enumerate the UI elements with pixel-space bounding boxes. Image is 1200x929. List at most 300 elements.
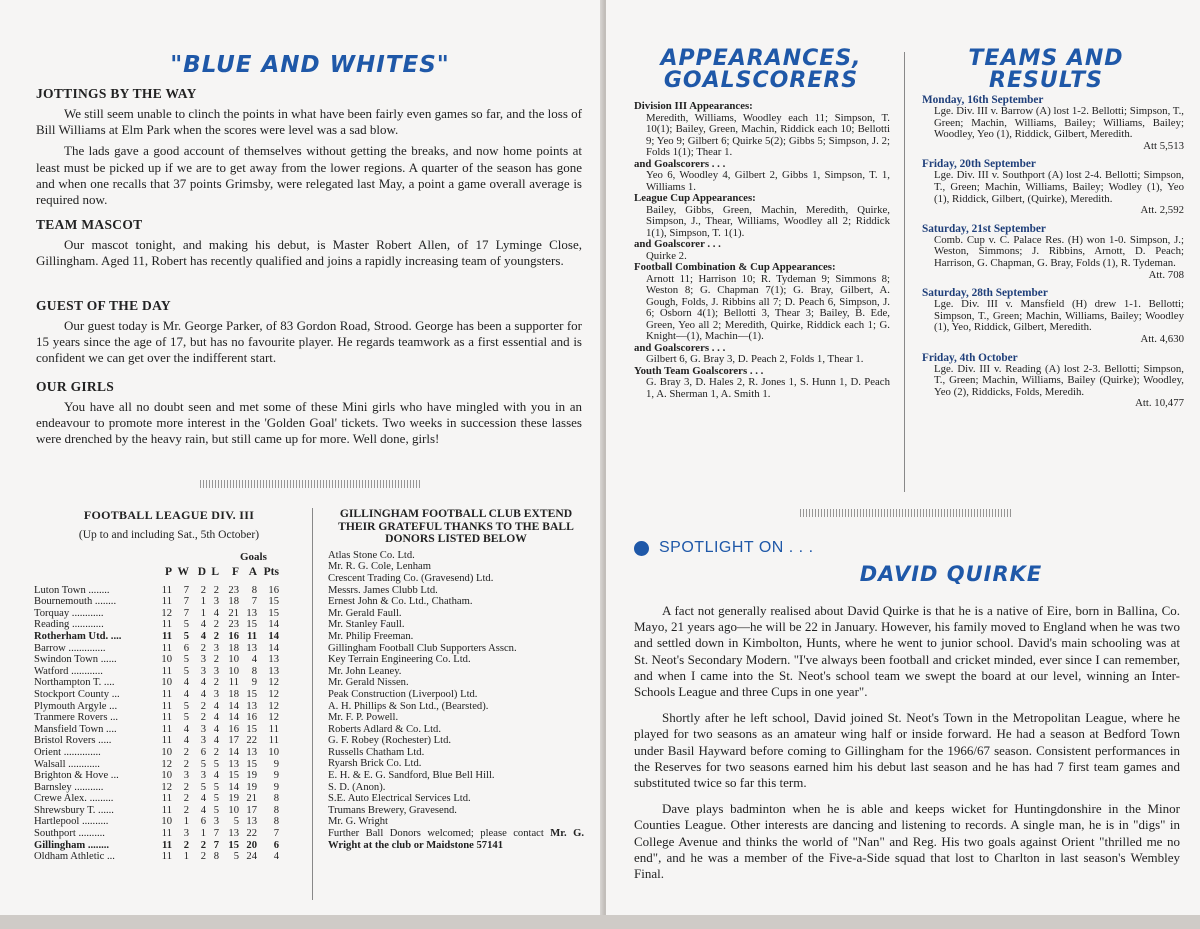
appearances-heading: and Goalscorers . . .: [634, 341, 726, 354]
stat-cell: 14: [268, 642, 279, 654]
donors-heading: GILLINGHAM FOOTBALL CLUB EXTEND THEIR GRATEFUL THANKS TO THE BALL DONORS LISTED BELOW: [338, 507, 574, 546]
stat-cell: 2: [183, 793, 189, 805]
league-row: [34, 608, 279, 620]
result-lineup: Lge. Div. III v. Reading (A) lost 2-3. Bellotti; Simpson, T., Green; Machin, Williams, Bailey (Quirke); Woodley, Yeo (2), Riddicks, Folds, Meredih.: [934, 362, 1184, 398]
stat-cell: 14: [268, 619, 279, 631]
team-name: Bournemouth ........: [34, 596, 117, 608]
team-name: Bristol Rovers .....: [34, 735, 112, 747]
stat-cell: 4: [213, 712, 219, 724]
stat-cell: 12: [268, 712, 279, 724]
league-row: [34, 654, 279, 666]
stat-cell: 5: [183, 654, 189, 666]
donor-item: Crescent Trading Co. (Gravesend) Ltd.: [328, 572, 494, 584]
appearances-heading: Football Combination & Cup Appearances:: [634, 261, 836, 273]
appearances-text: Arnott 11; Harrison 10; R. Tydeman 9; Simmons 8; Weston 8; G. Chapman 7(1); G. Bray, Gilbert, A. Gough, Folds, J. Ribbins all 7; D. Peach 6, Simpson, J. 6; Osborn 4(1); Bellotti 3, Thear 3; Bailey, B. Ede, Green, Yeo all 2; Meredith, Quirke, Riddick each 1; G. Knight—(1), Machin—(1).: [646, 272, 890, 342]
team-name: Gillingham ........: [34, 839, 110, 851]
stat-cell: 4: [200, 793, 206, 805]
stat-cell: 6: [200, 816, 206, 828]
stat-cell: 11: [161, 642, 172, 654]
results-list: [922, 94, 1184, 410]
league-row: [34, 735, 279, 747]
stat-cell: 10: [161, 677, 172, 689]
team-name: Hartlepool ..........: [34, 816, 109, 828]
stat-cell: 10: [161, 816, 172, 828]
stat-cell: 15: [246, 688, 257, 700]
stat-cell: 11: [161, 851, 172, 863]
stat-cell: 6: [200, 746, 206, 758]
stat-cell: 7: [183, 584, 189, 596]
section-paragraph: The lads gave a good account of themselves without getting the breaks, and now home points at least must be picked up if we are to get away from the lower regions. A quarter of the season has gone and when one recalls that 37 points Grimsby, were relegated last May, a point a game overall average is required now.: [36, 143, 582, 208]
stat-cell: 11: [268, 723, 279, 735]
donor-item: G. F. Robey (Rochester) Ltd.: [328, 735, 452, 747]
stat-cell: 14: [228, 700, 239, 712]
donor-item: S.E. Auto Electrical Services Ltd.: [328, 793, 471, 805]
appearances-title-line: APPEARANCES,: [660, 46, 862, 71]
stat-cell: 5: [183, 619, 189, 631]
stat-cell: 7: [213, 828, 219, 840]
result-date: Friday, 4th October: [922, 351, 1018, 364]
stat-cell: 9: [251, 677, 257, 689]
stat-cell: 12: [161, 781, 172, 793]
team-name: Luton Town ........: [34, 584, 110, 596]
stat-cell: 15: [228, 839, 239, 851]
spotlight-player-name: DAVID QUIRKE: [859, 562, 1043, 586]
stat-cell: 16: [228, 630, 239, 642]
section-heading: OUR GIRLS: [36, 379, 115, 394]
spread-bottom-edge: [0, 915, 1200, 929]
team-name: Barnsley ...........: [34, 781, 104, 793]
stat-cell: 2: [200, 839, 206, 851]
stat-cell: 14: [268, 630, 279, 642]
stat-cell: 4: [183, 735, 189, 747]
stat-cell: 8: [273, 816, 279, 828]
team-name: Rotherham Utd. ....: [34, 630, 122, 642]
stat-cell: 14: [228, 746, 239, 758]
stat-cell: 3: [213, 816, 219, 828]
stat-cell: 7: [251, 596, 257, 608]
donor-item: Ernest John & Co. Ltd., Chatham.: [328, 596, 473, 608]
team-name: Crewe Alex. .........: [34, 793, 114, 805]
stat-cell: 12: [161, 607, 172, 619]
result-date: Monday, 16th September: [922, 94, 1044, 106]
league-row: [34, 747, 279, 759]
stat-cell: 2: [213, 619, 219, 631]
stat-cell: 20: [246, 839, 257, 851]
stat-cell: 18: [228, 596, 239, 608]
league-row: [34, 712, 279, 724]
col-header: W: [177, 566, 189, 578]
appearances-heading: Division III Appearances:: [634, 100, 753, 112]
stat-cell: 3: [200, 735, 206, 747]
stat-cell: 16: [246, 712, 257, 724]
stat-cell: 6: [183, 642, 189, 654]
stat-cell: 4: [183, 677, 189, 689]
result-lineup: Lge. Div. III v. Barrow (A) lost 1-2. Bellotti; Simpson, T., Green; Machin, Williams, Bailey; Williams, Bailey; Woodley, Yeo (1), Riddick, Gilbert, Meredith.: [934, 105, 1184, 141]
team-name: Shrewsbury T. ......: [34, 804, 114, 816]
league-row: [34, 643, 279, 655]
stat-cell: 5: [200, 758, 206, 770]
stat-cell: 17: [246, 804, 257, 816]
league-row: [34, 596, 279, 608]
appearances-heading: League Cup Appearances:: [634, 192, 756, 204]
stat-cell: 4: [213, 700, 219, 712]
result-attendance: Att. 4,630: [1140, 332, 1184, 345]
result-attendance: Att. 2,592: [1140, 204, 1184, 217]
stat-cell: 5: [183, 700, 189, 712]
stat-cell: 10: [228, 804, 239, 816]
separator-rule: [800, 509, 1012, 517]
appearances-text: Bailey, Gibbs, Green, Machin, Meredith, Quirke, Simpson, J., Thear, Williams, Woodley all 2; Riddick 1(1), Simpson, T. 1(1).: [646, 203, 890, 239]
stat-cell: 13: [268, 654, 279, 666]
stat-cell: 13: [228, 758, 239, 770]
stat-cell: 13: [246, 607, 257, 619]
donors-footer: [328, 828, 584, 851]
donor-item: Gillingham Football Club Supporters Asscn.: [328, 642, 517, 654]
stat-cell: 2: [213, 630, 219, 642]
team-name: Plymouth Argyle ...: [34, 700, 118, 712]
appearances-text: Meredith, Williams, Woodley each 11; Simpson, T. 10(1); Bailey, Green, Machin, Riddick each 10; Bellotti 9; Yeo 9; Gilbert 6; Quirke 5(2); Gibbs 5; Simpson, J. 2; Folds 1(1); Thear 1.: [646, 111, 890, 158]
stat-cell: 1: [200, 607, 206, 619]
result-lineup: Lge. Div. III v. Mansfield (H) drew 1-1. Bellotti; Simpson, T., Green; Machin, Williams, Bailey; Woodley (1), Yeo, Riddick, Gilbert, Meredith.: [934, 298, 1184, 334]
stat-cell: 17: [228, 735, 239, 747]
stat-cell: 4: [200, 688, 206, 700]
donor-item: Messrs. James Clubb Ltd.: [328, 584, 438, 596]
donor-item: Mr. Gerald Faull.: [328, 607, 402, 619]
stat-cell: 10: [268, 746, 279, 758]
appearances-title-line: GOALSCORERS: [663, 68, 859, 93]
stat-cell: 12: [268, 688, 279, 700]
stat-cell: 1: [183, 816, 189, 828]
col-header: L: [211, 566, 219, 578]
stat-cell: 4: [213, 723, 219, 735]
stat-cell: 9: [273, 770, 279, 782]
section-heading: TEAM MASCOT: [36, 217, 143, 232]
goals-label: Goals: [240, 551, 267, 563]
stat-cell: 15: [246, 758, 257, 770]
stat-cell: 3: [200, 654, 206, 666]
stat-cell: 11: [161, 596, 172, 608]
stat-cell: 3: [183, 828, 189, 840]
stat-cell: 8: [273, 793, 279, 805]
stat-cell: 11: [161, 630, 172, 642]
stat-cell: 8: [251, 584, 257, 596]
team-name: Reading ............: [34, 619, 104, 631]
article-paragraph: A fact not generally realised about David Quirke is that he is a native of Eire, born in Ballina, Co. Mayo, 21 years ago—he will be 22 in January. However, his family moved to England when he was two and settled down in Kimbolton, Hunts, where he went to junior school. David's main schooling was at St. Neot's Secondary Modern. "I've always been football and cricket minded, ever since I can remember, and when I came into the St. Neot's school team we swept the board at our level, winning an Inter-Schools League and three Cups in one year".: [634, 603, 1180, 700]
stat-cell: 3: [183, 770, 189, 782]
col-header: Pts: [263, 566, 279, 578]
mascot-section: [36, 217, 582, 269]
stat-cell: 23: [228, 584, 239, 596]
stat-cell: 5: [233, 816, 239, 828]
teams-title-line: RESULTS: [989, 68, 1103, 93]
blue-and-whites-title: "BLUE AND WHITES": [170, 52, 450, 78]
stat-cell: 2: [200, 712, 206, 724]
team-name: Brighton & Hove ...: [34, 770, 119, 782]
stat-cell: 10: [228, 654, 239, 666]
donor-item: Ryarsh Brick Co. Ltd.: [328, 758, 422, 770]
result-date: Saturday, 21st September: [922, 222, 1046, 235]
stat-cell: 11: [161, 712, 172, 724]
stat-cell: 23: [228, 619, 239, 631]
spotlight-label-row: [634, 539, 934, 557]
stat-cell: 15: [228, 770, 239, 782]
donor-item: Atlas Stone Co. Ltd.: [328, 549, 415, 561]
stat-cell: 1: [200, 596, 206, 608]
stat-cell: 2: [183, 804, 189, 816]
section-heading: GUEST OF THE DAY: [36, 298, 171, 313]
league-row: [34, 828, 279, 840]
stat-cell: 7: [183, 596, 189, 608]
donor-item: E. H. & E. G. Sandford, Blue Bell Hill.: [328, 770, 495, 782]
stat-cell: 19: [246, 770, 257, 782]
stat-cell: 4: [183, 723, 189, 735]
donor-item: Mr. Philip Freeman.: [328, 630, 414, 642]
stat-cell: 11: [161, 828, 172, 840]
stat-cell: 10: [161, 770, 172, 782]
result-lineup: Lge. Div. III v. Southport (A) lost 2-4. Bellotti; Simpson, T., Green; Machin, Williams, Bailey; Wodley (1), Yeo (1), Riddick, Gilbert, (Quirke), Meredith.: [934, 169, 1184, 205]
left-page: [0, 0, 604, 915]
team-name: Northampton T. ....: [34, 677, 115, 689]
appearances-text: Quirke 2.: [646, 249, 687, 262]
stat-cell: 11: [268, 735, 279, 747]
stat-cell: 15: [246, 723, 257, 735]
appearances-title: [646, 48, 876, 92]
stat-cell: 21: [228, 607, 239, 619]
league-table: [34, 567, 279, 863]
stat-cell: 7: [183, 607, 189, 619]
stat-cell: 1: [200, 828, 206, 840]
stat-cell: 8: [273, 804, 279, 816]
league-row: [34, 770, 279, 782]
appearances-text: Yeo 6, Woodley 4, Gilbert 2, Gibbs 1, Simpson, T. 1, Williams 1.: [646, 169, 890, 193]
stat-cell: 19: [228, 793, 239, 805]
girls-section: [36, 379, 582, 448]
stat-cell: 5: [183, 712, 189, 724]
donor-item: Mr. G. Wright: [328, 816, 388, 828]
league-row: [34, 805, 279, 817]
league-row: [34, 631, 279, 643]
stat-cell: 4: [200, 630, 206, 642]
result-date: Friday, 20th September: [922, 158, 1036, 171]
stat-cell: 15: [246, 619, 257, 631]
donor-list: [328, 550, 584, 828]
stat-cell: 11: [161, 735, 172, 747]
league-row: [34, 793, 279, 805]
stat-cell: 5: [213, 758, 219, 770]
jottings-section: [36, 86, 582, 208]
league-row: [34, 782, 279, 794]
donors-footer-contact: Mr. G. Wright at the club or Maidstone 57141: [328, 828, 584, 851]
stat-cell: 11: [161, 839, 172, 851]
stat-cell: 13: [246, 746, 257, 758]
stat-cell: 13: [228, 828, 239, 840]
teams-results-title: [936, 48, 1156, 92]
stat-cell: 5: [213, 781, 219, 793]
stat-cell: 11: [161, 793, 172, 805]
donor-item: Mr. F. P. Powell.: [328, 712, 399, 724]
donor-item: Peak Construction (Liverpool) Ltd.: [328, 688, 478, 700]
donor-item: Russells Chatham Ltd.: [328, 746, 425, 758]
team-name: Torquay ............: [34, 607, 104, 619]
league-subtitle: (Up to and including Sat., 5th October): [78, 529, 260, 541]
stat-cell: 2: [183, 781, 189, 793]
stat-cell: 16: [228, 723, 239, 735]
article-paragraph: Dave plays badminton when he is able and keeps wicket for Huntingdonshire in the Minor Counties League. Other interests are dancing and listening to records. A single man, he is in "digs" in College Avenue and thinks the world of "Nan" and Reg. His two goals against Orient "thrilled me no end", and he was a member of the Five-a-Side squad that lost to Charlton in last season's Wembley Final.: [634, 801, 1180, 882]
stat-cell: 10: [161, 746, 172, 758]
stat-cell: 5: [213, 793, 219, 805]
col-header: A: [248, 566, 257, 578]
stat-cell: 4: [213, 770, 219, 782]
appearances-list: [634, 101, 890, 400]
league-row: [34, 724, 279, 736]
league-row: [34, 666, 279, 678]
league-row: [34, 840, 279, 852]
team-name: Orient ..............: [34, 746, 101, 758]
team-name: Oldham Athletic ...: [34, 851, 115, 863]
stat-cell: 11: [161, 584, 172, 596]
bullet-dot-icon: [634, 541, 649, 556]
stat-cell: 7: [213, 839, 219, 851]
appearances-heading: Youth Team Goalscorers . . .: [634, 364, 764, 377]
stat-cell: 13: [246, 700, 257, 712]
section-paragraph: Our guest today is Mr. George Parker, of 83 Gordon Road, Strood. George has been a supporter for 15 years since the age of 17, but has no favourite player. He regards teamwork as a first essential and is confident we can get over the indifferent start.: [36, 318, 582, 366]
team-name: Barrow ..............: [34, 642, 106, 654]
stat-cell: 4: [213, 607, 219, 619]
separator-rule: [200, 480, 420, 488]
stat-cell: 8: [251, 665, 257, 677]
stat-cell: 3: [213, 642, 219, 654]
stat-cell: 16: [268, 584, 279, 596]
stat-cell: 5: [183, 630, 189, 642]
stat-cell: 15: [268, 596, 279, 608]
right-page: [606, 0, 1200, 915]
col-header: F: [231, 566, 239, 578]
stat-cell: 7: [273, 828, 279, 840]
stat-cell: 22: [246, 828, 257, 840]
league-row: [34, 759, 279, 771]
stat-cell: 14: [228, 781, 239, 793]
result-date: Saturday, 28th September: [922, 287, 1048, 300]
stat-cell: 5: [233, 851, 239, 863]
stat-cell: 4: [251, 654, 257, 666]
stat-cell: 3: [213, 596, 219, 608]
stat-cell: 24: [246, 851, 257, 863]
donor-item: S. D. (Anon).: [328, 781, 386, 793]
stat-cell: 15: [268, 607, 279, 619]
team-name: Mansfield Town ....: [34, 723, 117, 735]
donor-item: Mr. R. G. Cole, Lenham: [328, 561, 431, 573]
stat-cell: 13: [268, 665, 279, 677]
stat-cell: 11: [161, 723, 172, 735]
stat-cell: 12: [161, 758, 172, 770]
stat-cell: 2: [200, 642, 206, 654]
league-row: [34, 816, 279, 828]
stat-cell: 2: [183, 746, 189, 758]
league-row: [34, 851, 279, 863]
col-header: P: [164, 566, 172, 578]
stat-cell: 12: [268, 677, 279, 689]
stat-cell: 2: [213, 584, 219, 596]
league-row: [34, 677, 279, 689]
guest-section: [36, 298, 582, 367]
donor-item: A. H. Phillips & Son Ltd., (Bearsted).: [328, 700, 489, 712]
stat-cell: 11: [161, 619, 172, 631]
team-name: Walsall ............: [34, 758, 100, 770]
stat-cell: 4: [213, 735, 219, 747]
result-attendance: Att 5,513: [1143, 139, 1184, 152]
stat-cell: 4: [183, 688, 189, 700]
stat-cell: 5: [213, 804, 219, 816]
stat-cell: 21: [246, 793, 257, 805]
stat-cell: 2: [213, 654, 219, 666]
ball-donors-block: [328, 508, 584, 851]
stat-cell: 11: [246, 630, 257, 642]
section-paragraph: Our mascot tonight, and making his debut, is Master Robert Allen, of 17 Lyminge Close, Gillingham. Aged 11, Robert has recently qualified and joins a rapidly increasing team of youngsters.: [36, 237, 582, 269]
stat-cell: 11: [228, 677, 239, 689]
stat-cell: 6: [273, 839, 279, 851]
stat-cell: 9: [273, 758, 279, 770]
stat-cell: 10: [228, 665, 239, 677]
stat-cell: 11: [161, 700, 172, 712]
stat-cell: 11: [161, 804, 172, 816]
teams-title-line: TEAMS AND: [968, 46, 1124, 71]
stat-cell: 18: [228, 688, 239, 700]
donor-item: Mr. Stanley Faull.: [328, 619, 405, 631]
donor-item: Trumans Brewery, Gravesend.: [328, 804, 457, 816]
appearances-heading: and Goalscorers . . .: [634, 157, 726, 170]
league-row: [34, 619, 279, 631]
spotlight-label: SPOTLIGHT ON . . .: [659, 539, 814, 557]
league-title: FOOTBALL LEAGUE DIV. III: [83, 508, 255, 522]
article-paragraph: Shortly after he left school, David joined St. Neot's Town in the Metropolitan League, where he played for two seasons as an amateur wing half or inside forward. He had a season at Bedford Town under Basil Hayward before coming to Gillingham for the 1966/67 season. Consistent performances in the Reserves for two seasons earned him his debut last season and he has had 7 first team games and substituted twice so far this term.: [634, 710, 1180, 791]
stat-cell: 11: [161, 665, 172, 677]
stat-cell: 14: [228, 712, 239, 724]
league-table-block: [34, 508, 304, 863]
donor-item: Mr. John Leaney.: [328, 665, 402, 677]
column-divider: [904, 52, 905, 492]
stat-cell: 19: [246, 781, 257, 793]
stat-cell: 3: [213, 665, 219, 677]
stat-cell: 3: [213, 688, 219, 700]
stat-cell: 12: [268, 700, 279, 712]
stat-cell: 4: [200, 804, 206, 816]
stat-cell: 3: [200, 665, 206, 677]
appearances-text: Gilbert 6, G. Bray 3, D. Peach 2, Folds 1, Thear 1.: [646, 353, 864, 365]
stat-cell: 11: [161, 688, 172, 700]
team-name: Stockport County ...: [34, 688, 120, 700]
team-name: Swindon Town ......: [34, 654, 117, 666]
result-attendance: Att. 10,477: [1135, 397, 1184, 410]
col-header: D: [197, 566, 206, 578]
stat-cell: 2: [200, 700, 206, 712]
stat-cell: 13: [246, 642, 257, 654]
stat-cell: 5: [183, 665, 189, 677]
stat-cell: 18: [228, 642, 239, 654]
stat-cell: 9: [273, 781, 279, 793]
appearances-text: G. Bray 3, D. Hales 2, R. Jones 1, S. Hunn 1, D. Peach 1, A. Sherman 1, A. Smith 1.: [646, 376, 890, 400]
donor-item: Mr. Gerald Nissen.: [328, 677, 409, 689]
team-name: Tranmere Rovers ...: [34, 712, 119, 724]
stat-cell: 10: [161, 654, 172, 666]
stat-cell: 8: [213, 851, 219, 863]
league-row: [34, 701, 279, 713]
section-heading: JOTTINGS BY THE WAY: [36, 86, 197, 101]
section-paragraph: We still seem unable to clinch the points in what have been fairly even games so far, and the loss of Bill Williams at Elm Park when the scores were level was a sad blow.: [36, 106, 582, 138]
result-attendance: Att. 708: [1148, 268, 1184, 281]
stat-cell: 2: [200, 584, 206, 596]
stat-cell: 4: [200, 619, 206, 631]
stat-cell: 2: [213, 677, 219, 689]
